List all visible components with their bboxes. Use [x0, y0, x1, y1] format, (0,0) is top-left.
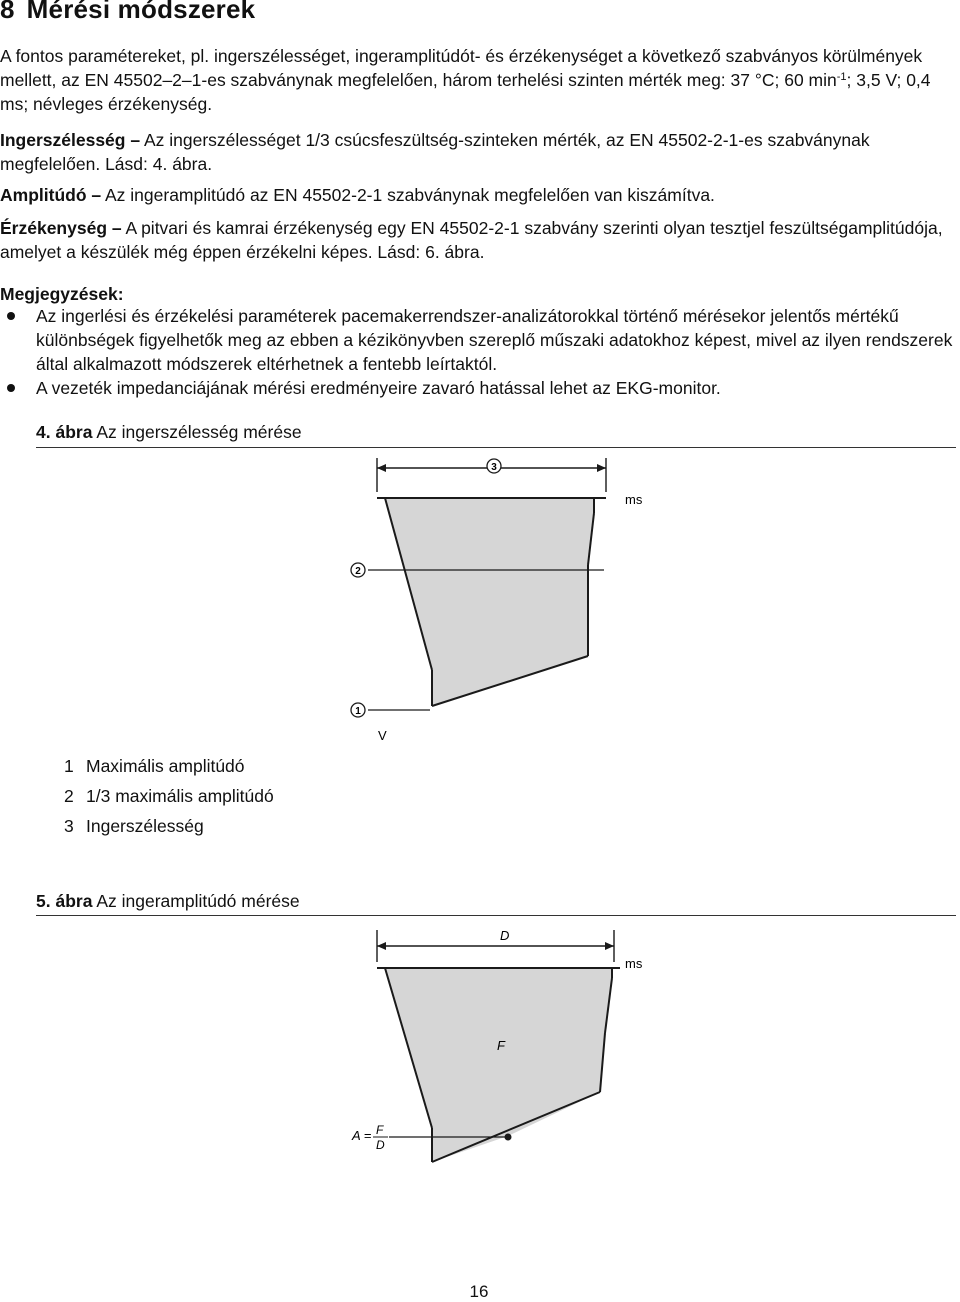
svg-text:1: 1: [355, 706, 361, 717]
list-item: [0, 376, 958, 400]
figure4-caption: Az ingerszélesség mérése: [92, 422, 302, 442]
bullet-icon: [7, 384, 15, 392]
chapter-heading: [0, 0, 255, 25]
svg-text:3: 3: [491, 462, 497, 473]
definition-amplitude: [0, 183, 958, 207]
figure4-label: 4. ábra: [36, 422, 93, 442]
definition-sensitivity: [0, 216, 958, 264]
x-axis-unit: ms: [625, 956, 643, 971]
pulse-area: [385, 968, 612, 1162]
legend-row: 3 Ingerszélesség: [64, 816, 204, 836]
definition-text: Az ingerszélességet 1/3 csúcsfeszültség-szinteken mérték, az EN 45502-2-1-es szabványnak megfelelően. Lásd: 4. ábra.: [0, 130, 870, 174]
figure5-title: [36, 889, 300, 913]
intro-text: A fontos paramétereket, pl. ingerszélességet, ingeramplitúdót- és érzékenységet a következő szabványos körülmények mellett, az EN 45502–2–1-es szabványnak megfelelően, három terhelési szinten mérték meg: 37 °C; 60 min: [0, 46, 923, 90]
definition-text: A pitvari és kamrai érzékenység egy EN 45502-2-1 szabvány szerinti olyan tesztjel feszültségamplitúdója, amelyet a készülék még éppen érzékelni képes. Lásd: 6. ábra.: [0, 218, 943, 262]
definition-term: Ingerszélesség –: [0, 130, 141, 150]
definition-pulse-width: [0, 128, 958, 176]
x-axis-unit: ms: [625, 492, 643, 507]
figure4-legend: [64, 751, 274, 841]
y-axis-unit: V: [378, 728, 387, 743]
marker-1: [351, 703, 430, 717]
definition-term: Érzékenység –: [0, 218, 122, 238]
intro-text-after: ; 3,5 V; 0,4 ms; névleges érzékenység.: [0, 70, 931, 114]
intro-sup: -1: [836, 71, 847, 83]
formula-numerator: F: [376, 1123, 384, 1137]
figure5-caption: Az ingeramplitúdó mérése: [92, 891, 300, 911]
svg-text:2: 2: [355, 566, 361, 577]
formula-left: A =: [352, 1128, 372, 1143]
measurement-point: [505, 1134, 512, 1141]
pulse-area: [385, 498, 594, 706]
marker-3: [487, 459, 501, 473]
duration-dimension: [377, 930, 614, 962]
figure5-diagram: [0, 916, 960, 1176]
note-text: A vezeték impedanciájának mérési eredményeire zavaró hatással lehet az EKG-monitor.: [36, 378, 721, 398]
label-f: F: [497, 1038, 505, 1053]
pulse-shape: [377, 498, 606, 706]
figure5-label: 5. ábra: [36, 891, 93, 911]
legend-row: 1 Maximális amplitúdó: [64, 756, 245, 776]
page-number: 16: [469, 1282, 489, 1301]
label-d: D: [500, 928, 510, 943]
definition-text: Az ingeramplitúdó az EN 45502-2-1 szabványnak megfelelően van kiszámítva.: [101, 185, 715, 205]
bullet-icon: [7, 312, 15, 320]
legend-row: 2 1/3 maximális amplitúdó: [64, 786, 274, 806]
chapter-number: 8: [0, 0, 15, 24]
intro-paragraph: [0, 44, 958, 116]
figure4-title: [36, 420, 302, 444]
note-text: Az ingerlési és érzékelési paraméterek pacemakerrendszer-analizátorokkal történő mérésekor jelentős mértékű különbségek figyelhetők meg az ebben a kézikönyvben szereplő műszaki adatokhoz képest, mivel az ilyen rendszerek által alkalmazott módszerek eltérhetnek a fentebb leírtaktól.: [36, 306, 953, 374]
figure4-diagram: [0, 448, 960, 748]
formula-denominator: D: [376, 1138, 385, 1152]
chapter-title: Mérési módszerek: [26, 0, 256, 24]
notes-list: [0, 304, 958, 400]
definition-term: Amplitúdó –: [0, 185, 102, 205]
pulse-shape: [377, 968, 620, 1162]
notes-heading: Megjegyzések:: [0, 284, 124, 304]
list-item: [0, 304, 958, 376]
